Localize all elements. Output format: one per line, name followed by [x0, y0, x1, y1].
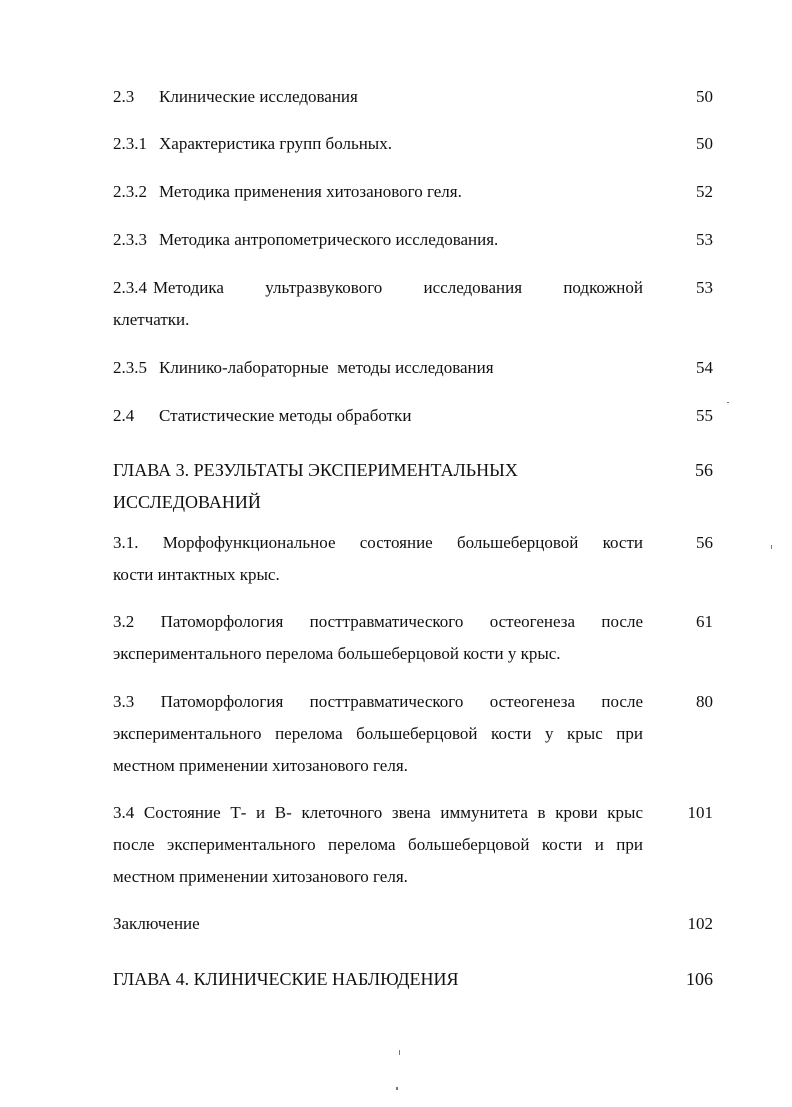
toc-title: Клинические исследования	[159, 87, 358, 106]
toc-title-line: 3.3 Патоморфология посттравматического остеогенеза после	[113, 692, 643, 711]
toc-number: 2.3.3	[113, 230, 147, 249]
toc-page-number: 106	[686, 969, 713, 989]
toc-page-number: 52	[696, 182, 713, 201]
toc-title: Методика применения хитозанового геля.	[159, 182, 462, 201]
toc-title-line: местном применении хитозанового геля.	[113, 756, 408, 775]
toc-page-number: 50	[696, 134, 713, 153]
scan-speck	[771, 545, 772, 549]
toc-title: ГЛАВА 4. КЛИНИЧЕСКИЕ НАБЛЮДЕНИЯ	[113, 969, 459, 989]
toc-title-line: экспериментального перелома большеберцовой кости у крыс.	[113, 644, 561, 663]
toc-number: 2.3.2	[113, 182, 147, 201]
toc-number: 2.3.5	[113, 358, 147, 377]
toc-title-line: кости интактных крыс.	[113, 565, 280, 584]
toc-page-number: 53	[696, 278, 713, 297]
toc-title-line: после экспериментального перелома большеберцовой кости и при	[113, 835, 643, 854]
scan-speck	[396, 1087, 398, 1090]
toc-page-number: 61	[696, 612, 713, 631]
toc-title: Статистические методы обработки	[159, 406, 412, 425]
toc-title-line: 3.1. Морфофункциональное состояние большеберцовой кости	[113, 533, 643, 552]
toc-title: Характеристика групп больных.	[159, 134, 392, 153]
toc-title-line: ГЛАВА 3. РЕЗУЛЬТАТЫ ЭКСПЕРИМЕНТАЛЬНЫХ	[113, 460, 518, 480]
toc-title: Клинико-лабораторные методы исследования	[159, 358, 494, 377]
toc-page-number: 101	[687, 803, 713, 822]
toc-title: Заключение	[113, 914, 200, 933]
toc-page-number: 55	[696, 406, 713, 425]
toc-page-number: 53	[696, 230, 713, 249]
toc-number: 2.3.1	[113, 134, 147, 153]
toc-page-number: 50	[696, 87, 713, 106]
toc-title-line: ИССЛЕДОВАНИЙ	[113, 492, 261, 512]
toc-title-line: экспериментального перелома большеберцовой кости у крыс при	[113, 724, 643, 743]
scan-speck	[399, 1050, 400, 1055]
scan-speck	[727, 402, 729, 403]
toc-page-number: 102	[687, 914, 713, 933]
toc-page-number: 80	[696, 692, 713, 711]
toc-number: 2.3.4	[113, 278, 147, 297]
toc-page-number: 56	[696, 533, 713, 552]
toc-page-number: 54	[696, 358, 713, 377]
toc-title-line: 3.2 Патоморфология посттравматического остеогенеза после	[113, 612, 643, 631]
toc-title-line: местном применении хитозанового геля.	[113, 867, 408, 886]
toc-page-number: 56	[695, 460, 713, 480]
toc-title-line: клетчатки.	[113, 310, 190, 329]
toc-title: Методика антропометрического исследования.	[159, 230, 499, 249]
toc-title-line: 3.4 Состояние Т- и В- клеточного звена иммунитета в крови крыс	[113, 803, 643, 822]
toc-title-line: Методика ультразвукового исследования подкожной	[153, 278, 643, 297]
toc-number: 2.4	[113, 406, 135, 425]
toc-number: 2.3	[113, 87, 135, 106]
